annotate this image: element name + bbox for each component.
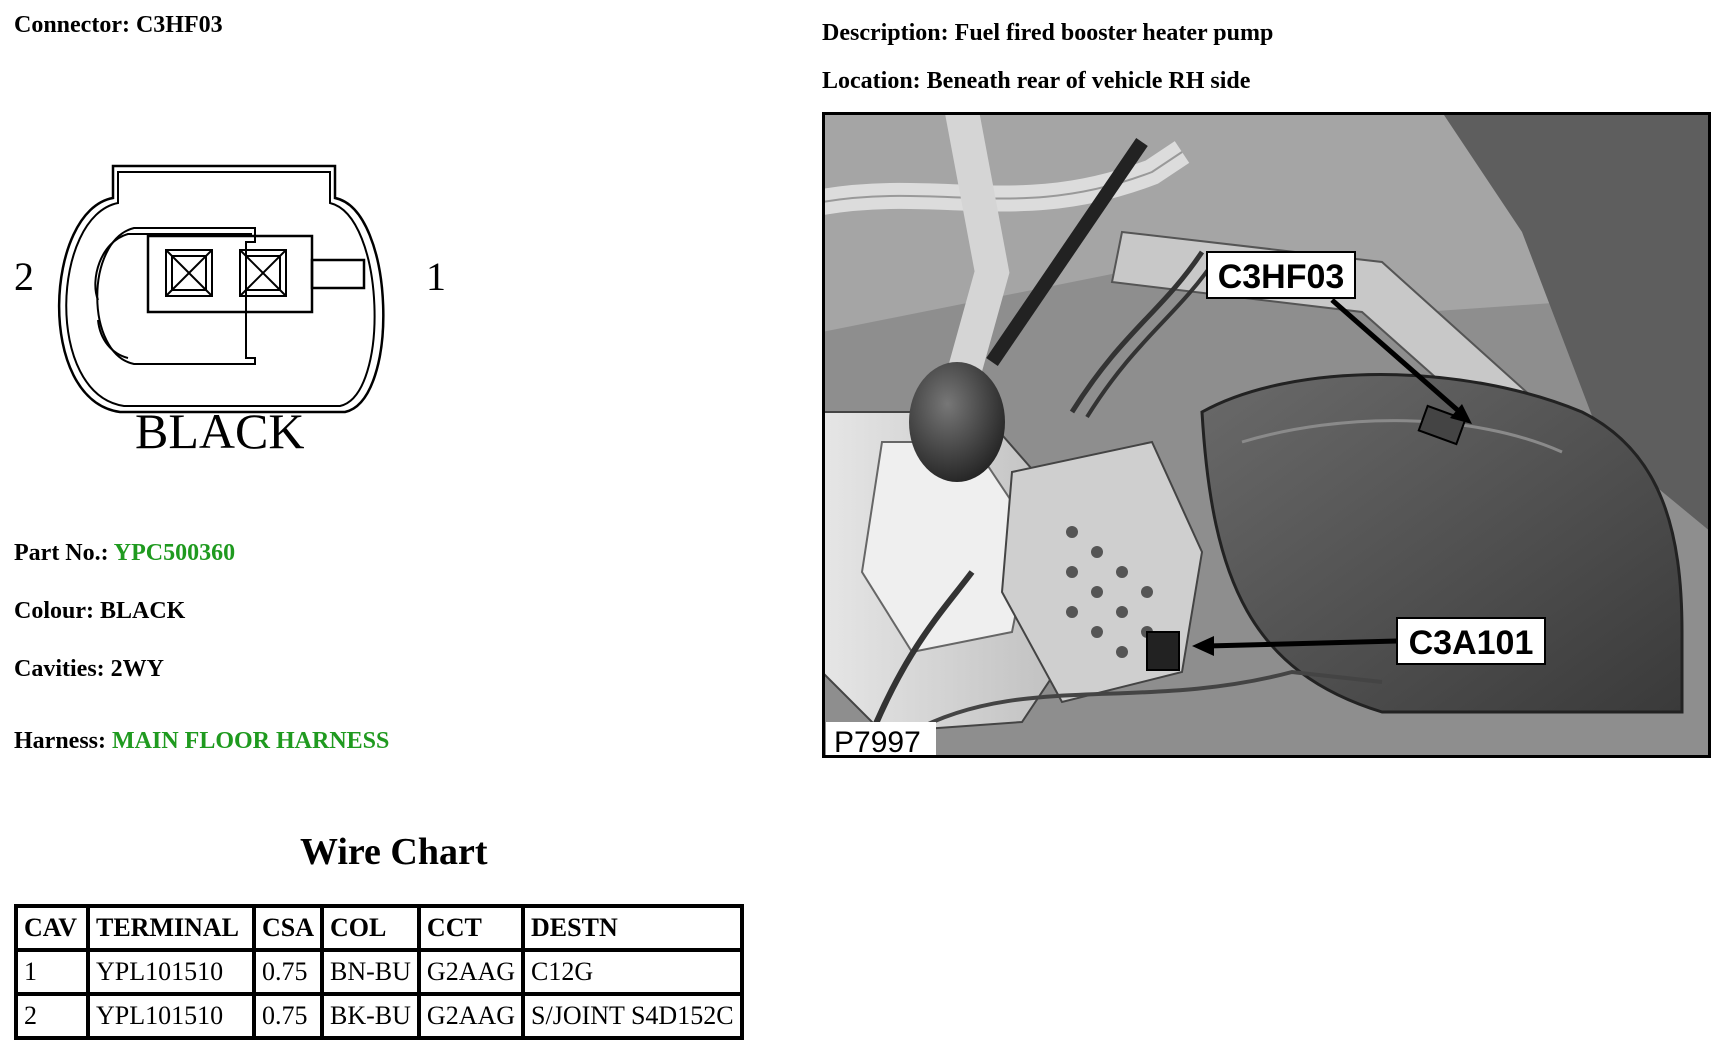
wire-chart-header-row [16,906,742,950]
cell-cct: G2AAG [419,994,523,1038]
callout-c3hf03: C3HF03 [1217,258,1345,296]
description-label: Description: [822,20,949,46]
harness-line [14,728,389,755]
callout-c3a101: C3A101 [1408,624,1534,662]
location-line [822,68,1250,95]
table-row [16,994,742,1038]
connector-label: Connector: [14,12,130,38]
header-cct: CCT [419,906,523,950]
header-cav: CAV [16,906,88,950]
header-destn: DESTN [523,906,742,950]
description-line [822,20,1273,47]
connector-value: C3HF03 [135,12,223,38]
cavities-label: Cavities: [14,656,105,682]
wire-chart-table [14,904,744,1040]
cell-destn: C12G [523,950,742,994]
part-no-label: Part No.: [14,540,109,566]
pin-2-label: 2 [14,254,34,299]
colour-label: Colour: [14,598,94,624]
connector-heading [14,12,223,39]
connector-face-diagram [0,150,470,470]
location-photo [822,112,1711,758]
part-no-link[interactable]: YPC500360 [113,540,236,566]
pin-1-label: 1 [426,254,446,299]
cavities-line [14,656,164,683]
cell-csa: 0.75 [254,994,322,1038]
cell-cav: 2 [16,994,88,1038]
cell-col: BN-BU [322,950,419,994]
part-no-line [14,540,235,567]
cell-destn: S/JOINT S4D152C [523,994,742,1038]
cavities-value: 2WY [110,656,164,682]
table-row [16,950,742,994]
wire-chart-title: Wire Chart [300,831,488,873]
description-value: Fuel fired booster heater pump [954,20,1274,46]
cell-csa: 0.75 [254,950,322,994]
location-label: Location: [822,68,921,94]
cell-terminal: YPL101510 [88,994,254,1038]
harness-link[interactable]: MAIN FLOOR HARNESS [112,728,390,754]
cell-cav: 1 [16,950,88,994]
cell-terminal: YPL101510 [88,950,254,994]
location-value: Beneath rear of vehicle RH side [926,68,1251,94]
colour-line [14,598,185,625]
photo-ref-label: P7997 [834,726,921,758]
cell-cct: G2AAG [419,950,523,994]
header-col: COL [322,906,419,950]
cell-col: BK-BU [322,994,419,1038]
connector-color-label: BLACK [135,403,305,459]
harness-label: Harness: [14,728,106,754]
header-terminal: TERMINAL [88,906,254,950]
colour-value: BLACK [100,598,186,624]
header-csa: CSA [254,906,322,950]
